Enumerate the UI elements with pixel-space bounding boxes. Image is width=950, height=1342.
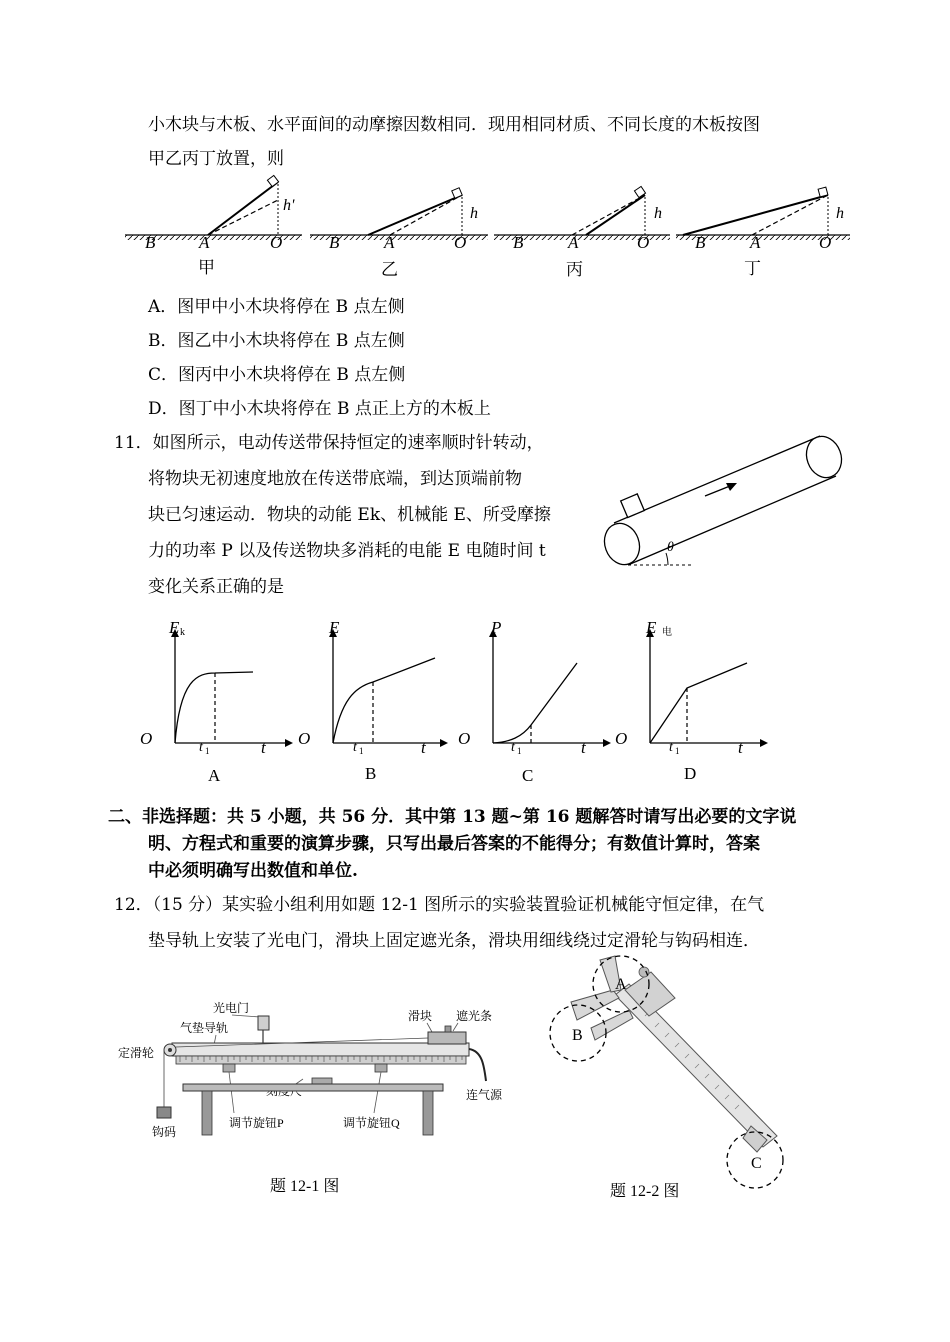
t-label: t [261,738,266,757]
hanging-weight [157,1107,171,1118]
t-label: t [421,738,426,757]
slider-block [428,1032,466,1044]
t1-sub: 1 [517,746,522,756]
panel-caption: 丙 [566,260,583,279]
air-track [172,1043,469,1056]
origin-label: O [615,729,628,748]
q11-graph-c [455,615,615,795]
label-O: O [637,233,650,252]
panel-jia [145,175,295,252]
shade-strip [445,1026,451,1032]
photogate [258,1016,269,1030]
knob-q-label: 调节旋钮Q [343,1116,400,1130]
label-O: O [270,233,283,252]
t1-label: t [669,740,673,755]
theta-label: θ [667,540,674,555]
panel-yi [329,188,478,252]
t1-label: t [353,740,357,755]
label-B: B [145,233,156,252]
q11-line2: 将物块无初速度地放在传送带底端，到达顶端前物 [148,469,522,489]
label-a: A [615,976,627,993]
t1-sub: 1 [205,746,210,756]
y-axis-label: P [491,618,502,637]
label-h: h [654,205,662,222]
origin-label: O [298,729,311,748]
label-O: O [819,233,832,252]
conveyor-figure [600,425,850,570]
q11-graph-b [295,615,445,795]
q11-line3: 块已匀速运动．物块的动能 Ek、机械能 E、所受摩擦 [148,505,551,525]
graph-option-label: A [208,766,221,785]
caliper-beam [615,984,777,1147]
label-B: B [329,233,340,252]
q11-line1: 11．如图所示，电动传送带保持恒定的速率顺时针转动， [114,433,544,453]
q10-option-d: D．图丁中小木块将停在 B 点正上方的木板上 [148,399,491,419]
panel-caption: 甲 [198,258,215,277]
block [621,494,645,518]
panel-ding [683,187,844,252]
knob-p [223,1064,235,1072]
graph-option-label: B [365,764,377,783]
graph-option-label: C [522,766,534,785]
origin-label: O [140,729,153,748]
q10-option-c: C．图丙中小木块将停在 B 点左侧 [148,365,406,385]
label-h-prime: h' [283,197,295,214]
knob-q [375,1064,387,1072]
y-axis-label: E [329,618,340,637]
panel-caption: 丁 [744,259,761,278]
label-b: B [572,1027,583,1044]
q10-option-a: A．图甲中小木块将停在 B 点左侧 [148,297,405,317]
y-axis-label: E [169,618,180,637]
arrow-icon [705,486,730,496]
label-h: h [470,205,478,222]
fig-12-2 [545,950,805,1210]
section2-line3: 中必须明确写出数值和单位. [148,861,358,881]
q11-graph-a [135,615,285,795]
airtrack-label: 气垫导轨 [180,1021,229,1035]
photogate-label: 光电门 [213,1001,250,1015]
outer-jaw [571,990,619,1020]
section2-line2: 明、方程式和重要的演算步骤，只写出最后答案的不能得分；有数值计算时，答案 [148,834,760,854]
section2-line1: 二、非选择题：共 5 小题，共 56 分．其中第 13 题~第 16 题解答时请写出必要的文字说 [108,807,797,827]
fig-12-1 [110,995,520,1210]
y-axis-sub: k [180,627,185,638]
shade-label: 遮光条 [456,1009,493,1023]
label-A: A [384,233,395,252]
label-A: A [750,233,761,252]
label-c: C [751,1155,762,1172]
pulley-label: 定滑轮 [118,1046,155,1060]
label-A: A [568,233,579,252]
knob-p-label: 调节旋钮P [229,1116,284,1130]
y-axis-label: E [646,618,657,637]
q11-line4: 力的功率 P 以及传送物块多消耗的电能 E 电随时间 t [148,541,546,561]
label-A: A [199,233,210,252]
q10-figure [0,170,950,280]
t1-label: t [199,740,203,755]
panel-caption: 乙 [381,260,398,279]
fig-12-1-caption: 题 12-1 图 [270,1178,340,1195]
t1-label: t [511,740,515,755]
slider-label: 滑块 [408,1009,433,1023]
q10-option-b: B．图乙中小木块将停在 B 点左侧 [148,331,405,351]
t1-sub: 1 [675,746,680,756]
q12-line2: 垫导轨上安装了光电门，滑块上固定遮光条，滑块用细线绕过定滑轮与钩码相连． [148,931,760,951]
t-label: t [581,738,586,757]
label-B: B [695,233,706,252]
label-h: h [836,205,844,222]
panel-bing [513,186,662,252]
t-label: t [738,738,743,757]
label-O: O [454,233,467,252]
t1-sub: 1 [359,746,364,756]
weight-label: 钩码 [152,1125,177,1139]
y-axis-sub: 电 [662,627,672,638]
q10-intro-line2: 甲乙丙丁放置，则 [148,149,284,169]
q10-intro-line1: 小木块与木板、水平面间的动摩擦因数相同．现用相同材质、不同长度的木板按图 [148,115,760,135]
airsource-label: 连气源 [466,1088,503,1102]
ground-line [125,235,850,240]
q11-line5: 变化关系正确的是 [148,577,284,597]
label-B: B [513,233,524,252]
q12-line1: 12．（15 分）某实验小组利用如题 12-1 图所示的实验装置验证机械能守恒定律，在气 [114,895,765,915]
origin-label: O [458,729,471,748]
q11-graph-d [612,615,777,795]
graph-option-label: D [684,764,697,783]
table-top [183,1084,443,1091]
fig-12-2-caption: 题 12-2 图 [610,1183,680,1200]
